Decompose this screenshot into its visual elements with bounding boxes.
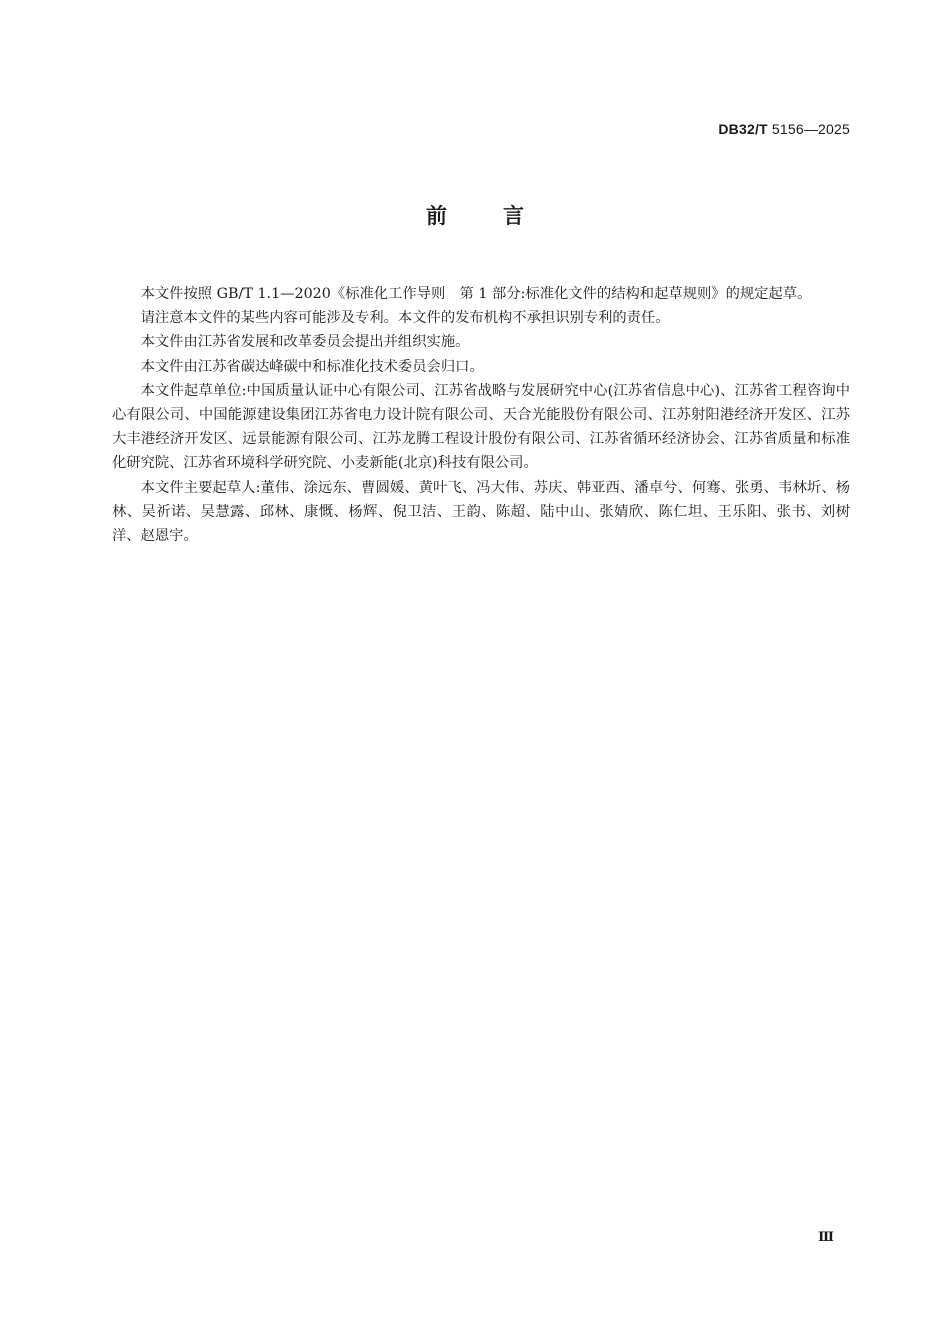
standard-code [718, 121, 850, 137]
standard-code-number: 5156—2025 [771, 121, 850, 137]
foreword-body [112, 282, 850, 548]
paragraph-drafting-units: 本文件起草单位:中国质量认证中心有限公司、江苏省战略与发展研究中心(江苏省信息中心)、江苏省工程咨询中心有限公司、中国能源建设集团江苏省电力设计院有限公司、天合光能股份有限公司、江苏射阳港经济开发区、江苏大丰港经济开发区、远景能源有限公司、江苏龙腾工程设计股份有限公司、江苏省循环经济协会、江苏省质量和标准化研究院、江苏省环境科学研究院、小麦新能(北京)科技有限公司。 [112, 382, 850, 472]
page-title: 前言 [426, 204, 580, 228]
paragraph-committee: 本文件由江苏省碳达峰碳中和标准化技术委员会归口。 [140, 358, 484, 375]
paragraph-patent-notice: 请注意本文件的某些内容可能涉及专利。本文件的发布机构不承担识别专利的责任。 [140, 310, 670, 327]
paragraph-proposer: 本文件由江苏省发展和改革委员会提出并组织实施。 [140, 334, 470, 351]
page-number: Ⅲ [818, 1229, 834, 1244]
standard-code-prefix: DB32/T [718, 121, 768, 137]
paragraph-drafters: 本文件主要起草人:董伟、涂远东、曹圆媛、黄叶飞、冯大伟、苏庆、韩亚西、潘卓兮、何骞、张勇、韦林圻、杨林、吴祈诺、吴慧露、邱林、康慨、杨辉、倪卫洁、王韵、陈超、陆中山、张婧欣、陈仁坦、王乐阳、张书、刘树洋、赵恩宇。 [112, 479, 850, 545]
paragraph-drafting-rules: 本文件按照 GB/T 1.1—2020《标准化工作导则 第 1 部分:标准化文件的结构和起草规则》的规定起草。 [140, 286, 812, 302]
